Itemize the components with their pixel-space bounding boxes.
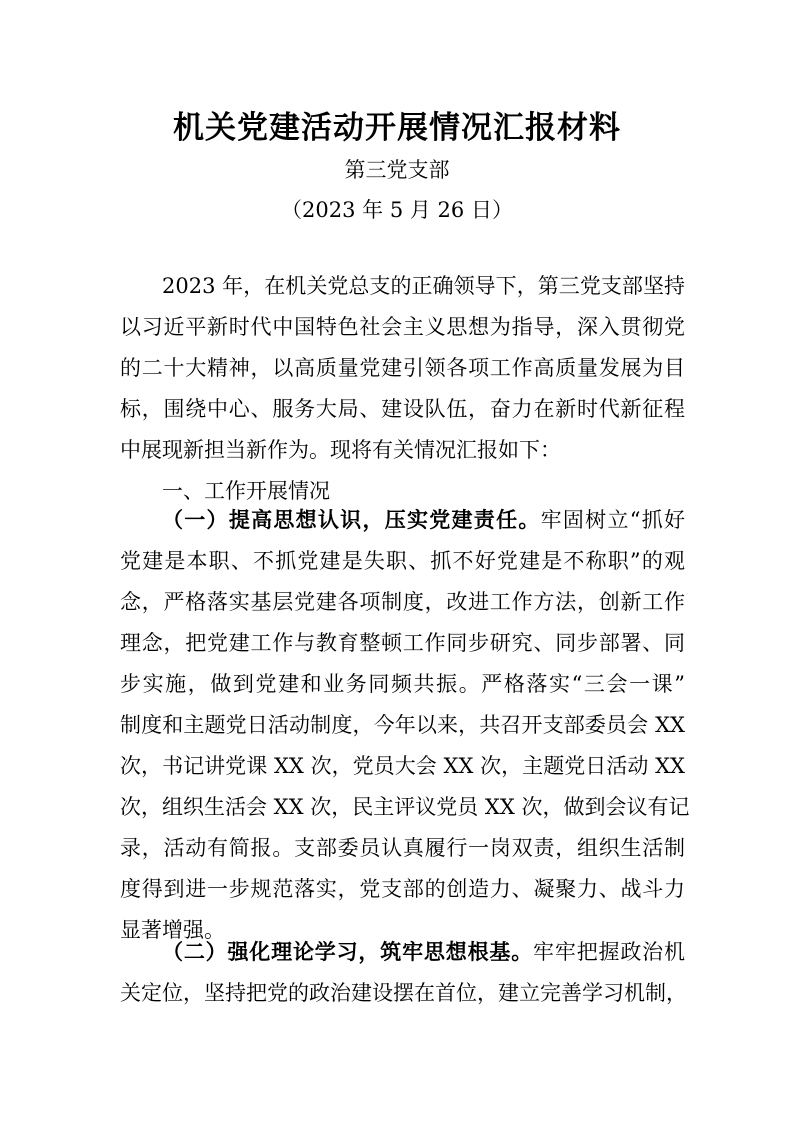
item-line: 次，书记讲党课 XX 次，党员大会 XX 次，主题党日活动 XX [120, 754, 685, 778]
item-line: 显著增强。 [120, 918, 225, 942]
item-heading: （一）提高思想认识，压实党建责任。 [162, 508, 541, 532]
section-heading: 一、工作开展情况 [162, 479, 330, 503]
item-line: 理念，把党建工作与教育整顿工作同步研究、同步部署、同 [120, 631, 685, 655]
item-text: 牢固树立“抓好 [540, 508, 685, 532]
item-line: 步实施，做到党建和业务同频共振。严格落实“三会一课” [120, 672, 685, 696]
item-line: 制度和主题党日活动制度，今年以来，共召开支部委员会 XX [120, 713, 685, 737]
item-line: 度得到进一步规范落实，党支部的创造力、凝聚力、战斗力 [120, 877, 685, 901]
item-first-line [162, 936, 685, 968]
item-heading: （二）强化理论学习，筑牢思想根基。 [162, 940, 534, 964]
item-text: 牢牢把握政治机 [533, 940, 686, 964]
item-line: 念，严格落实基层党建各项制度，改进工作方法，创新工作 [120, 590, 685, 614]
intro-line: 的二十大精神，以高质量党建引领各项工作高质量发展为目 [120, 356, 685, 380]
intro-line: 2023 年，在机关党总支的正确领导下，第三党支部坚持 [162, 274, 685, 298]
item-line: 次，组织生活会 XX 次，民主评议党员 XX 次，做到会议有记 [120, 795, 690, 819]
item-line: 党建是本职、不抓党建是失职、抓不好党建是不称职”的观 [120, 549, 685, 573]
intro-line: 中展现新担当新作为。现将有关情况汇报如下： [120, 438, 561, 462]
item-first-line [162, 504, 685, 536]
intro-line: 标，围绕中心、服务大局、建设队伍，奋力在新时代新征程 [120, 397, 685, 421]
document-subtitle: 第三党支部 [344, 158, 450, 182]
document-title: 机关党建活动开展情况汇报材料 [173, 110, 621, 146]
document-date: （2023 年 5 月 26 日） [281, 198, 513, 222]
intro-line: 以习近平新时代中国特色社会主义思想为指导，深入贯彻党 [120, 315, 685, 339]
item-line: 关定位，坚持把党的政治建设摆在首位，建立完善学习机制， [120, 981, 687, 1005]
item-line: 录，活动有简报。支部委员认真履行一岗双责，组织生活制 [120, 836, 685, 860]
